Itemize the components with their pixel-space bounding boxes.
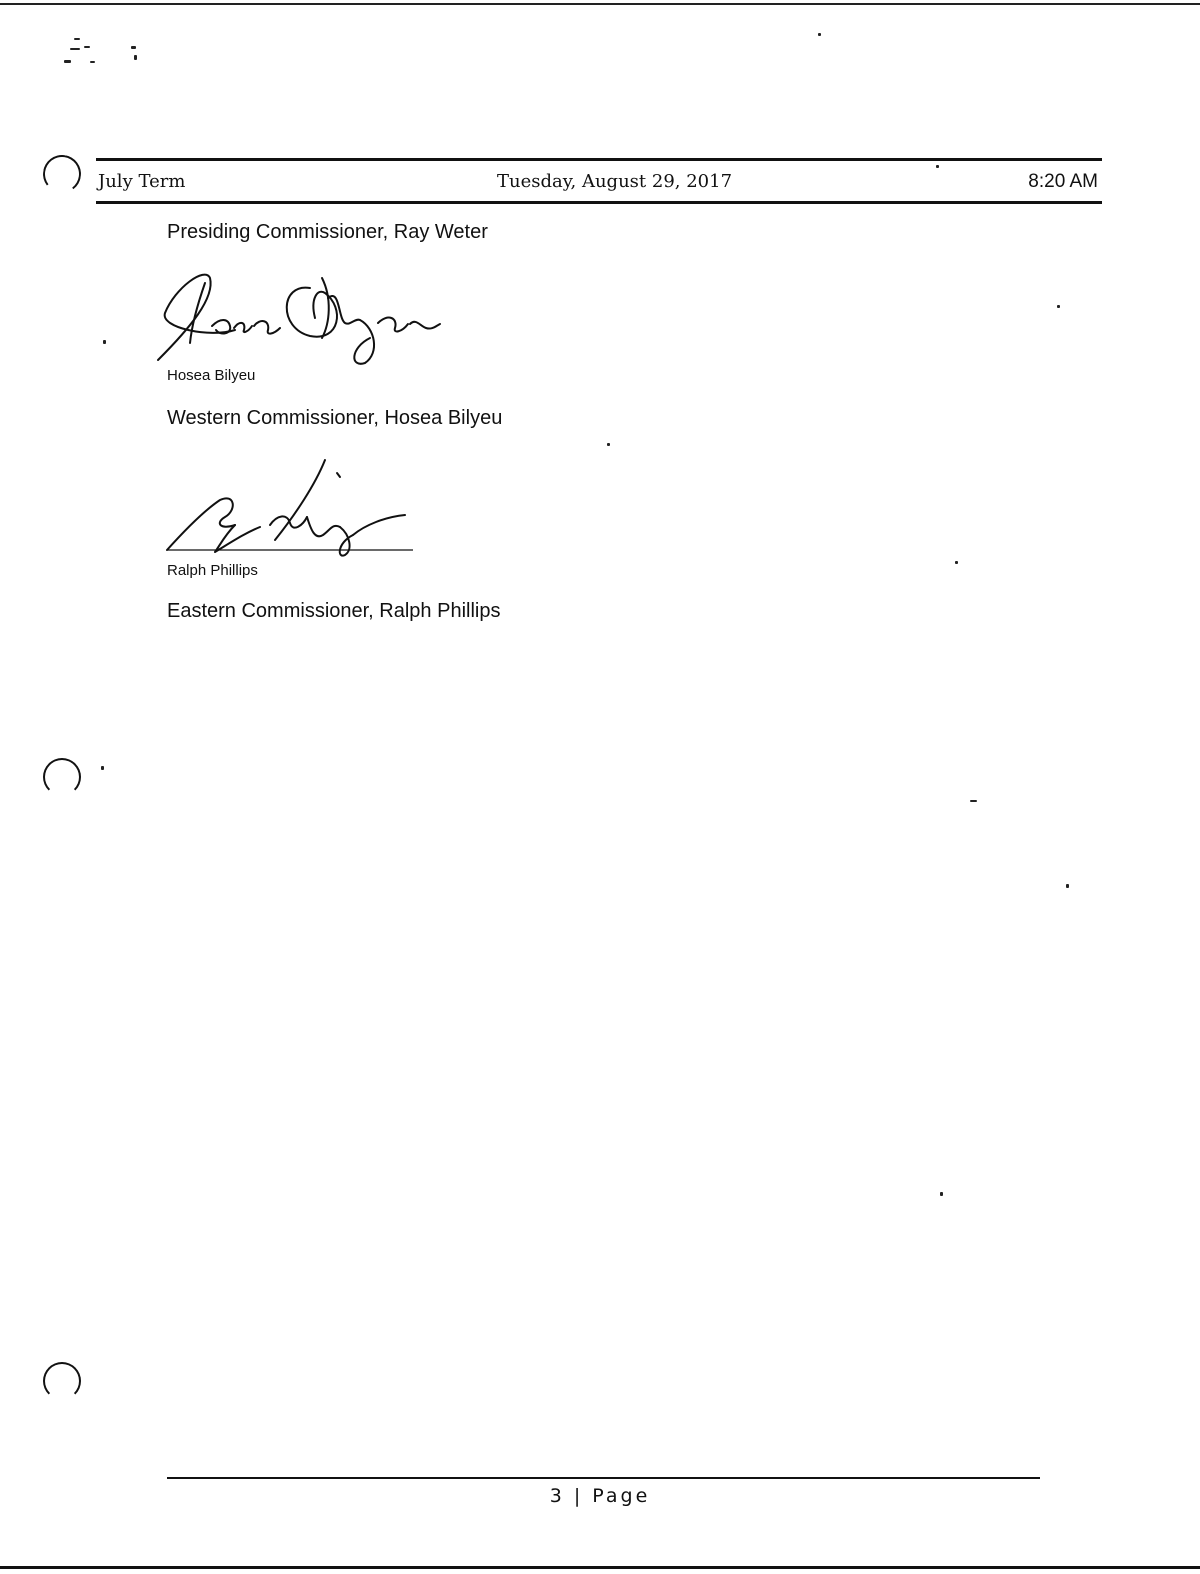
page-number: 3 bbox=[549, 1485, 565, 1507]
header-date: Tuesday, August 29, 2017 bbox=[497, 171, 733, 192]
punch-hole bbox=[41, 153, 84, 196]
punch-hole bbox=[43, 758, 81, 796]
page-footer bbox=[0, 1485, 1200, 1507]
punch-hole bbox=[43, 1362, 81, 1400]
page-label: Page bbox=[592, 1485, 651, 1507]
presiding-commissioner-title: Presiding Commissioner, Ray Weter bbox=[167, 221, 488, 243]
handwritten-signature-hosea-bilyeu bbox=[150, 268, 450, 368]
scan-top-edge bbox=[0, 3, 1200, 5]
footer-rule bbox=[167, 1477, 1040, 1479]
header-rule-top bbox=[96, 158, 1102, 161]
handwritten-signature-ralph-phillips bbox=[165, 455, 425, 565]
printed-name-hosea-bilyeu: Hosea Bilyeu bbox=[167, 367, 256, 384]
header-rule-bottom bbox=[96, 201, 1102, 204]
header-time: 8:20 AM bbox=[1028, 171, 1098, 192]
header-term: July Term bbox=[98, 171, 186, 192]
scan-bottom-edge bbox=[0, 1566, 1200, 1569]
page-separator: | bbox=[573, 1485, 584, 1507]
eastern-commissioner-title: Eastern Commissioner, Ralph Phillips bbox=[167, 600, 501, 622]
printed-name-ralph-phillips: Ralph Phillips bbox=[167, 562, 258, 579]
western-commissioner-title: Western Commissioner, Hosea Bilyeu bbox=[167, 407, 503, 429]
